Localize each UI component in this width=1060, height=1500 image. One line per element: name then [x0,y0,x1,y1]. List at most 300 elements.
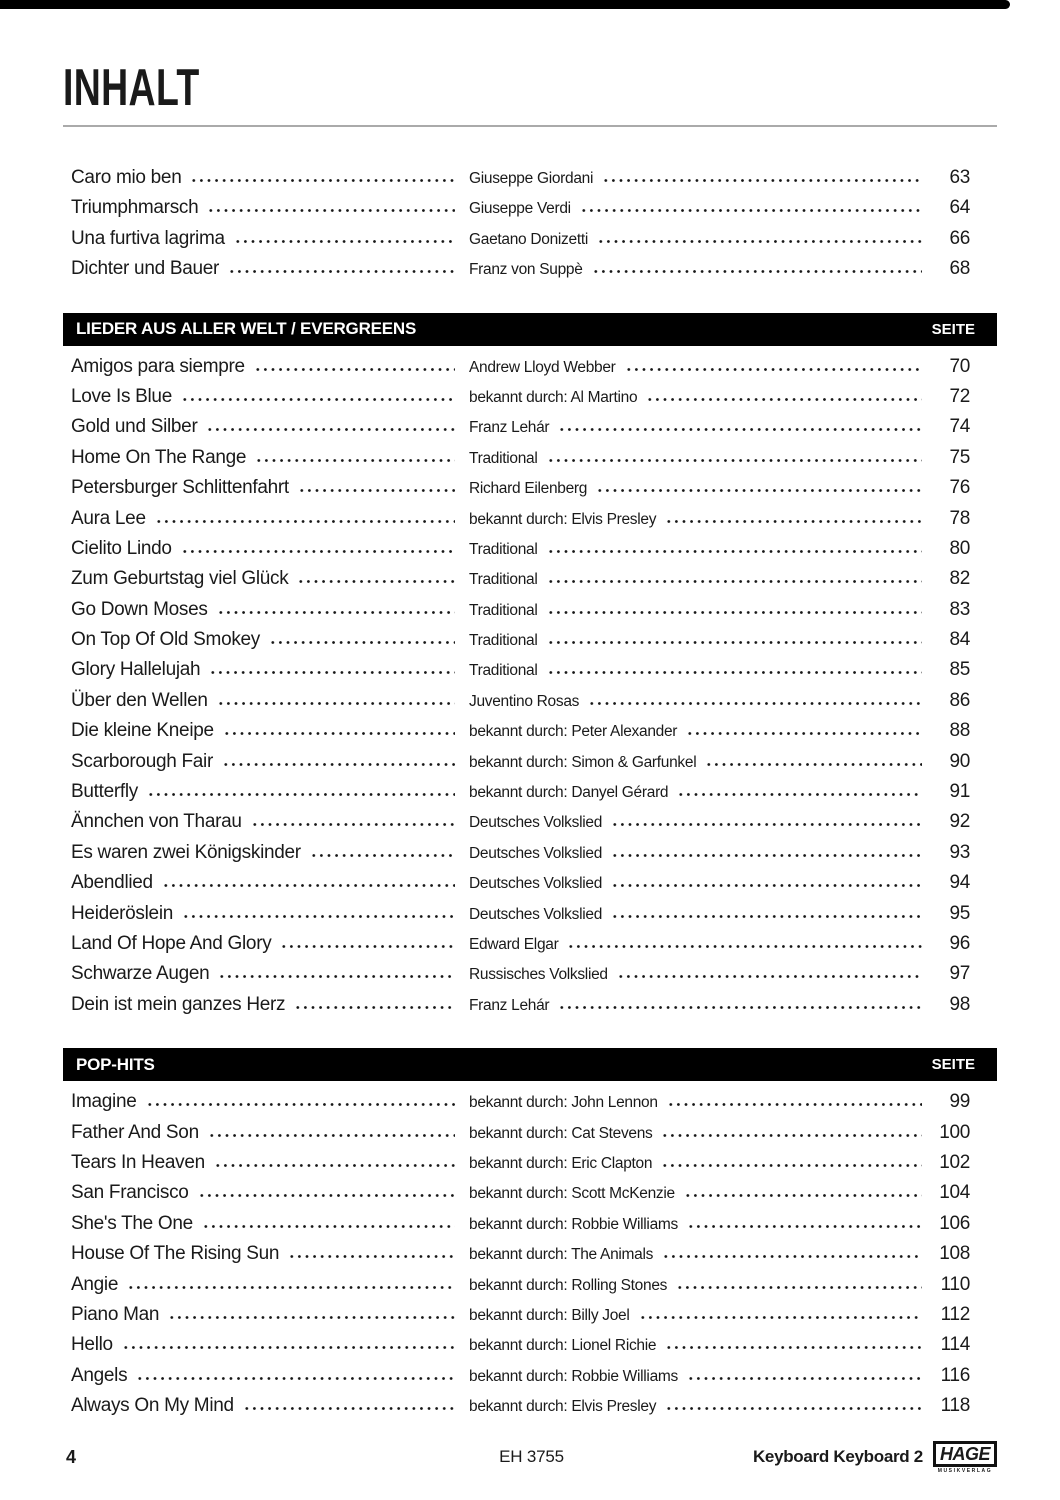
dot-leader [558,998,922,1010]
toc-row-title-zone [71,842,469,864]
toc-row-composer-zone [469,571,936,589]
song-title: Cielito Lindo [71,537,172,559]
dot-leader [182,907,455,919]
song-title: Go Down Moses [71,598,208,620]
dot-leader [592,262,922,274]
toc-row-title-zone [71,994,469,1016]
page-number: 110 [940,1273,970,1295]
toc-row-composer-zone [469,1216,936,1234]
toc-row [63,659,997,689]
dot-leader [547,633,923,645]
dot-leader [665,512,922,524]
table-of-contents [63,167,997,1425]
toc-row [63,1334,997,1364]
page-title: INHALT [63,59,200,117]
composer-name: bekannt durch: Simon & Garfunkel [469,753,697,771]
dot-leader [181,390,455,402]
toc-row [63,1304,997,1334]
dot-leader [611,876,922,888]
composer-name: Andrew Lloyd Webber [469,358,616,376]
dot-leader [686,724,922,736]
composer-name: Franz Lehár [469,419,550,437]
page-number: 63 [949,167,970,188]
toc-row-title-zone [71,197,469,219]
footer-right-group [687,1441,997,1474]
toc-row-title-zone [71,1243,469,1265]
song-title: Es waren zwei Königskinder [71,841,301,863]
composer-name: Deutsches Volkslied [469,905,603,923]
section-page-column-label: SEITE [931,320,975,338]
toc-row-title-zone [71,1304,469,1326]
dot-leader [662,1247,922,1259]
composer-name: Traditional [469,662,538,680]
dot-leader [567,937,922,949]
dot-leader [269,633,455,645]
dot-leader [705,755,922,767]
toc-row-composer-zone [469,693,936,711]
dot-leader [639,1308,922,1320]
composer-name: Franz von Suppè [469,261,583,279]
composer-name: bekannt durch: Al Martino [469,388,638,406]
dot-leader [280,937,455,949]
song-title: House Of The Rising Sun [71,1243,280,1265]
toc-row-title-zone [71,811,469,833]
toc-row-composer-zone [469,875,936,893]
toc-row-title-zone [71,568,469,590]
toc-row [63,1213,997,1243]
page-number: 68 [949,258,970,280]
page-number: 99 [949,1091,970,1113]
dot-leader [206,420,455,432]
toc-row [63,781,997,811]
page-number: 100 [939,1121,970,1143]
dot-leader [597,232,922,244]
dot-leader [202,1217,455,1229]
dot-leader [251,815,455,827]
section-title: POP-HITS [76,1054,155,1074]
dot-leader [611,846,922,858]
title-divider [63,125,997,127]
toc-row-composer-zone [469,1337,936,1355]
section-title: LIEDER AUS ALLER WELT / EVERGREENS [76,319,417,339]
dot-leader [218,967,455,979]
song-title: Dichter und Bauer [71,258,220,280]
toc-row [63,1091,997,1121]
toc-row-title-zone [71,781,469,803]
composer-name: bekannt durch: Elvis Presley [469,1398,657,1416]
toc-row-title-zone [71,258,469,280]
page-number: 80 [949,537,970,559]
toc-row [63,1274,997,1304]
toc-row-title-zone [71,599,469,621]
composer-name: Deutsches Volkslied [469,814,603,832]
composer-name: bekannt durch: Scott McKenzie [469,1185,675,1203]
song-title: Zum Geburtstag viel Glück [71,568,289,590]
section-header-bar [63,1048,997,1081]
toc-row [63,903,997,933]
toc-row [63,629,997,659]
dot-leader [596,481,922,493]
song-title: She's The One [71,1212,193,1234]
song-title: Triumphmarsch [71,197,199,219]
toc-row-composer-zone [469,1094,936,1112]
toc-row-title-zone [71,720,469,742]
dot-leader [588,694,922,706]
dot-leader [684,1186,922,1198]
toc-row-title-zone [71,690,469,712]
toc-row [63,599,997,629]
toc-row [63,508,997,538]
section-page-column-label: SEITE [931,1056,975,1074]
dot-leader [155,512,455,524]
page-number: 112 [940,1303,970,1325]
song-title: On Top Of Old Smokey [71,629,261,651]
page-number: 92 [949,811,970,833]
toc-row [63,872,997,902]
composer-name: Traditional [469,449,538,467]
toc-row-composer-zone [469,754,936,772]
composer-name: Deutsches Volkslied [469,844,603,862]
toc-row [63,568,997,598]
page-number: 96 [949,932,970,954]
song-title: Piano Man [71,1303,160,1325]
composer-name: Traditional [469,571,538,589]
toc-section-rows [63,167,997,289]
toc-row-composer-zone [469,261,936,279]
toc-row [63,228,997,258]
page-number: 102 [939,1151,970,1173]
toc-row [63,416,997,446]
composer-name: bekannt durch: Lionel Richie [469,1337,657,1355]
song-title: Home On The Range [71,446,247,468]
toc-row-composer-zone [469,1307,936,1325]
toc-row-title-zone [71,933,469,955]
section-header-bar [63,313,997,346]
page-number: 98 [949,993,970,1015]
toc-row [63,994,997,1024]
song-title: Love Is Blue [71,385,172,407]
dot-leader [661,1156,922,1168]
dot-leader [665,1338,922,1350]
dot-leader [228,262,455,274]
page-number: 106 [939,1212,970,1234]
toc-row-composer-zone [469,845,936,863]
page-number: 74 [949,416,970,438]
dot-leader [222,755,455,767]
page-number: 116 [940,1364,970,1386]
toc-row-title-zone [71,356,469,378]
page-number: 64 [949,197,970,219]
page-footer [63,1441,997,1474]
dot-leader [190,171,455,183]
composer-name: bekannt durch: Danyel Gérard [469,784,669,802]
composer-name: Russisches Volkslied [469,966,608,984]
dot-leader [687,1369,922,1381]
dot-leader [209,663,455,675]
page-number: 114 [940,1334,970,1356]
dot-leader [207,201,455,213]
toc-row-composer-zone [469,480,936,498]
toc-row-composer-zone [469,966,936,984]
dot-leader [122,1338,455,1350]
composer-name: bekannt durch: Peter Alexander [469,723,678,741]
dot-leader [147,785,455,797]
song-title: Glory Hallelujah [71,659,201,681]
toc-row-composer-zone [469,997,936,1015]
song-title: Abendlied [71,872,153,894]
toc-row [63,197,997,227]
toc-row-title-zone [71,1395,469,1417]
toc-row-title-zone [71,1182,469,1204]
toc-row-title-zone [71,447,469,469]
composer-name: Richard Eilenberg [469,480,588,498]
page-number: 104 [939,1182,970,1204]
song-title: Always On My Mind [71,1395,234,1417]
toc-row-title-zone [71,1365,469,1387]
dot-leader [223,724,455,736]
song-title: Hello [71,1334,113,1356]
toc-row [63,1122,997,1152]
toc-row [63,1243,997,1273]
toc-row-composer-zone [469,541,936,559]
toc-row [63,386,997,416]
composer-name: bekannt durch: Robbie Williams [469,1215,678,1233]
page-number: 94 [949,872,970,894]
toc-row-composer-zone [469,906,936,924]
page-number: 108 [939,1243,970,1265]
song-title: Die kleine Kneipe [71,720,214,742]
footer-book-title: Keyboard Keyboard 2 [752,1447,923,1466]
composer-name: Gaetano Donizetti [469,230,588,248]
toc-row [63,720,997,750]
dot-leader [611,815,922,827]
dot-leader [217,603,455,615]
song-title: Caro mio ben [71,167,182,188]
composer-name: Giuseppe Verdi [469,200,571,218]
page-number: 85 [949,659,970,681]
toc-row [63,842,997,872]
toc-row-title-zone [71,508,469,530]
publisher-logo [933,1441,997,1474]
toc-row-title-zone [71,228,469,250]
toc-row-title-zone [71,1274,469,1296]
dot-leader [217,694,455,706]
song-title: San Francisco [71,1182,189,1204]
page-number: 84 [949,629,970,651]
dot-leader [676,1278,922,1290]
composer-name: bekannt durch: Eric Clapton [469,1154,653,1172]
toc-row-composer-zone [469,419,936,437]
song-title: Gold und Silber [71,416,198,438]
toc-row-composer-zone [469,602,936,620]
toc-row-title-zone [71,416,469,438]
toc-row-composer-zone [469,389,936,407]
dot-leader [162,876,455,888]
dot-leader [547,572,923,584]
composer-name: bekannt durch: Billy Joel [469,1306,630,1324]
toc-row-title-zone [71,1122,469,1144]
toc-row-composer-zone [469,784,936,802]
toc-row [63,1152,997,1182]
dot-leader [547,542,923,554]
song-title: Tears In Heaven [71,1151,205,1173]
dot-leader [310,846,455,858]
dot-leader [677,785,922,797]
composer-name: Traditional [469,601,538,619]
toc-row [63,963,997,993]
dot-leader [667,1095,922,1107]
dot-leader [547,663,923,675]
toc-row-title-zone [71,1334,469,1356]
dot-leader [288,1247,455,1259]
toc-row-composer-zone [469,1246,936,1264]
dot-leader [198,1186,455,1198]
dot-leader [146,1095,456,1107]
toc-row-title-zone [71,903,469,925]
song-title: Angels [71,1364,128,1386]
dot-leader [136,1369,455,1381]
toc-row [63,1365,997,1395]
song-title: Über den Wellen [71,689,208,711]
composer-name: bekannt durch: Robbie Williams [469,1367,678,1385]
song-title: Amigos para siempre [71,355,245,377]
toc-row [63,1182,997,1212]
toc-row-title-zone [71,751,469,773]
dot-leader [611,907,922,919]
toc-row [63,1395,997,1425]
composer-name: Traditional [469,632,538,650]
toc-row-composer-zone [469,1277,936,1295]
song-title: Land Of Hope And Glory [71,932,272,954]
dot-leader [661,1126,922,1138]
toc-row-composer-zone [469,359,936,377]
page-number: 70 [949,355,970,377]
dot-leader [127,1278,455,1290]
composer-name: Juventino Rosas [469,692,580,710]
toc-row-title-zone [71,629,469,651]
page-number: 90 [949,750,970,772]
toc-row-title-zone [71,1091,469,1113]
composer-name: bekannt durch: Elvis Presley [469,510,657,528]
hage-logo-subtitle: MUSIKVERLAG [937,1468,993,1474]
dot-leader [234,232,455,244]
dot-leader [254,360,455,372]
page-number: 66 [949,227,970,249]
composer-name: bekannt durch: The Animals [469,1246,654,1264]
dot-leader [547,603,923,615]
toc-row [63,167,997,197]
page-number: 83 [949,598,970,620]
dot-leader [255,451,455,463]
dot-leader [625,360,922,372]
dot-leader [602,171,922,183]
toc-row-composer-zone [469,200,936,218]
composer-name: Traditional [469,540,538,558]
toc-row-title-zone [71,963,469,985]
dot-leader [580,201,922,213]
page-number: 118 [940,1395,970,1417]
song-title: Schwarze Augen [71,963,210,985]
song-title: Petersburger Schlittenfahrt [71,477,289,499]
page-number: 91 [949,781,970,803]
footer-catalog-number: EH 3755 [499,1447,564,1466]
dot-leader [646,390,922,402]
toc-row-composer-zone [469,511,936,529]
toc-row-title-zone [71,872,469,894]
toc-row-composer-zone [469,231,936,249]
dot-leader [297,572,455,584]
composer-name: Giuseppe Giordani [469,170,594,187]
toc-row [63,690,997,720]
dot-leader [665,1399,922,1411]
toc-row [63,538,997,568]
toc-row-title-zone [71,167,469,189]
toc-section-rows [63,356,997,1025]
dot-leader [294,998,455,1010]
toc-row [63,933,997,963]
composer-name: Franz Lehár [469,996,550,1014]
song-title: Aura Lee [71,507,146,529]
composer-name: bekannt durch: Rolling Stones [469,1276,668,1294]
page-number: 72 [949,385,970,407]
page-content [63,0,997,1425]
song-title: Ännchen von Tharau [71,811,242,833]
toc-row [63,447,997,477]
dot-leader [298,481,455,493]
song-title: Angie [71,1273,119,1295]
page-number: 97 [949,963,970,985]
song-title: Una furtiva lagrima [71,227,225,249]
toc-row-composer-zone [469,450,936,468]
dot-leader [208,1126,455,1138]
toc-row-title-zone [71,659,469,681]
toc-row-title-zone [71,538,469,560]
toc-section-rows [63,1091,997,1425]
song-title: Imagine [71,1091,137,1113]
song-title: Father And Son [71,1121,199,1143]
song-title: Dein ist mein ganzes Herz [71,993,286,1015]
composer-name: Edward Elgar [469,935,559,953]
toc-row-title-zone [71,386,469,408]
page-number: 88 [949,720,970,742]
dot-leader [687,1217,922,1229]
toc-row-composer-zone [469,632,936,650]
toc-row-composer-zone [469,1368,936,1386]
toc-row-composer-zone [469,170,936,188]
toc-row-composer-zone [469,1125,936,1143]
page-number: 95 [949,902,970,924]
dot-leader [214,1156,455,1168]
composer-name: bekannt durch: Cat Stevens [469,1124,653,1142]
toc-row-composer-zone [469,1398,936,1416]
toc-row-composer-zone [469,936,936,954]
song-title: Scarborough Fair [71,750,213,772]
toc-row-composer-zone [469,723,936,741]
toc-row [63,258,997,288]
toc-row-composer-zone [469,1155,936,1173]
toc-row-composer-zone [469,662,936,680]
dot-leader [558,420,922,432]
page-number: 76 [949,477,970,499]
page-number: 75 [949,446,970,468]
dot-leader [547,451,923,463]
dot-leader [181,542,455,554]
toc-row-title-zone [71,1213,469,1235]
page-number: 86 [949,689,970,711]
toc-row [63,356,997,386]
song-title: Butterfly [71,781,138,803]
toc-row-composer-zone [469,1185,936,1203]
